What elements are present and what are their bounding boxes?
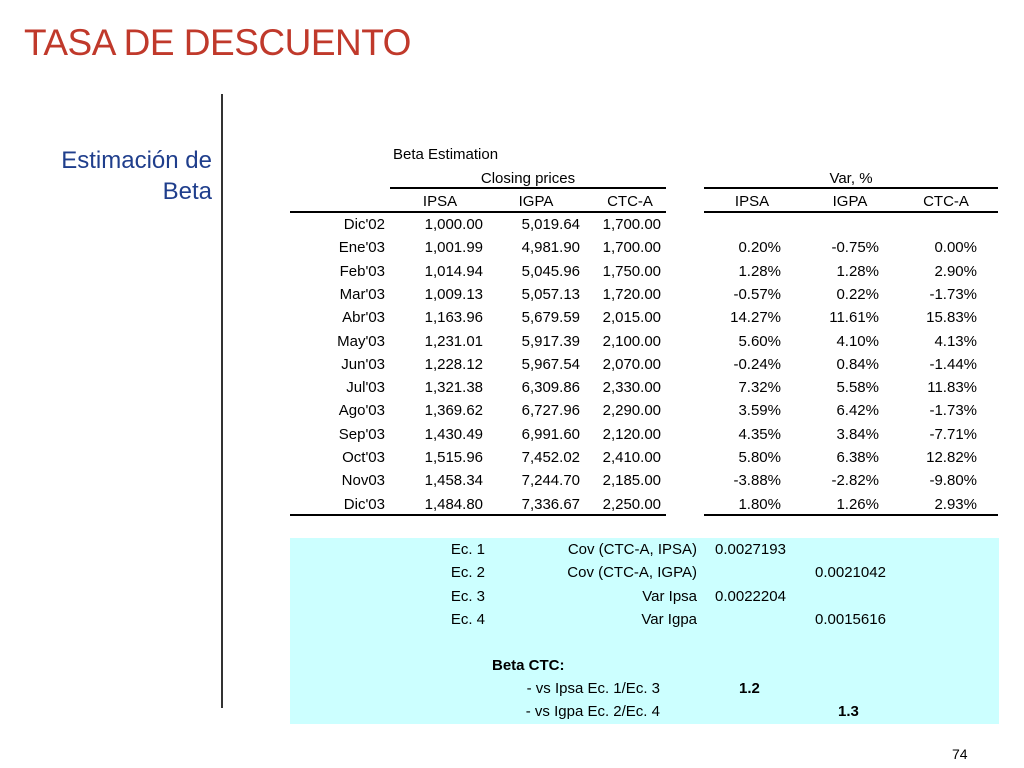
col-header-igpa: IGPA <box>518 193 554 210</box>
cell-date: Feb'03 <box>339 262 385 280</box>
cell-date: Jul'03 <box>346 379 385 397</box>
beta-row-value: 1.2 <box>739 680 760 697</box>
col-header-ctc: CTC-A <box>607 193 653 210</box>
col-header-ipsa: IPSA <box>422 193 458 210</box>
cell-ipsa: 1,000.00 <box>424 216 483 233</box>
equation-value-ipsa: 0.0022204 <box>715 587 786 605</box>
cell-var-ipsa: 7.32% <box>738 379 781 397</box>
equation-label: Ec. 2 <box>450 564 485 582</box>
cell-ipsa: 1,484.80 <box>424 495 483 513</box>
equation-label: Ec. 3 <box>450 587 485 605</box>
cell-var-ipsa: -3.88% <box>733 472 781 490</box>
cell-var-ipsa: 3.59% <box>738 402 781 420</box>
beta-row-value: 1.3 <box>838 703 859 721</box>
cell-igpa: 7,244.70 <box>521 472 580 490</box>
cell-ctc: 1,700.00 <box>602 239 661 257</box>
cell-date: Sep'03 <box>338 425 385 443</box>
cell-var-igpa: 0.84% <box>836 355 879 373</box>
summary-panel <box>290 538 999 724</box>
cell-var-ipsa: 5.60% <box>738 332 781 350</box>
cell-date: Oct'03 <box>342 449 385 466</box>
equation-value-ipsa: 0.0027193 <box>715 541 786 558</box>
cell-var-igpa: 4.10% <box>836 332 879 350</box>
var-percent-header: Var, % <box>829 170 873 187</box>
cell-ctc: 1,700.00 <box>602 216 661 233</box>
cell-var-igpa: 0.22% <box>836 285 879 303</box>
equation-value-igpa: 0.0021042 <box>815 564 886 582</box>
cell-ctc: 1,720.00 <box>602 285 661 303</box>
cell-ctc: 2,330.00 <box>602 379 661 397</box>
cell-var-igpa: -2.82% <box>831 472 879 490</box>
equation-description: Cov (CTC-A, IGPA) <box>567 564 697 582</box>
cell-var-ipsa: -0.57% <box>733 285 781 303</box>
beta-label: Beta CTC: <box>492 657 565 674</box>
cell-ctc: 2,185.00 <box>602 472 661 490</box>
cell-var-ctc: 2.93% <box>934 495 977 513</box>
side-label-line-1: Estimación de <box>61 147 212 174</box>
cell-date: Dic'02 <box>343 216 385 233</box>
cell-var-ctc: 12.82% <box>926 449 977 466</box>
cell-var-ctc: -1.44% <box>929 355 977 373</box>
cell-igpa: 4,981.90 <box>521 239 580 257</box>
cell-date: Ene'03 <box>338 239 385 257</box>
cell-var-igpa: 1.26% <box>836 495 879 513</box>
closing-prices-header: Closing prices <box>480 170 576 187</box>
cell-date: Dic'03 <box>343 495 385 513</box>
cell-igpa: 7,336.67 <box>521 495 580 513</box>
cell-ipsa: 1,321.38 <box>424 379 483 397</box>
cell-ctc: 2,100.00 <box>602 332 661 350</box>
cell-igpa: 5,917.39 <box>521 332 580 350</box>
cell-igpa: 5,679.59 <box>521 309 580 327</box>
beta-row-label: - vs Igpa Ec. 2/Ec. 4 <box>525 703 660 721</box>
vertical-divider <box>221 94 223 708</box>
cell-ipsa: 1,009.13 <box>424 285 483 303</box>
cell-igpa: 5,019.64 <box>521 216 580 233</box>
cell-var-ctc: -7.71% <box>929 425 977 443</box>
cell-ctc: 2,290.00 <box>602 402 661 420</box>
cell-var-igpa: 6.42% <box>836 402 879 420</box>
cell-ctc: 2,410.00 <box>602 449 661 466</box>
cell-ipsa: 1,458.34 <box>424 472 483 490</box>
cell-var-igpa: 11.61% <box>829 309 879 327</box>
cell-ipsa: 1,515.96 <box>424 449 483 466</box>
header-rule-left <box>290 211 666 213</box>
cell-var-igpa: 1.28% <box>836 262 879 280</box>
header-rule-right <box>704 211 998 213</box>
equation-description: Cov (CTC-A, IPSA) <box>567 541 697 558</box>
var-header-ctc: CTC-A <box>923 193 969 210</box>
equation-description: Var Igpa <box>641 610 697 628</box>
cell-ipsa: 1,001.99 <box>424 239 483 257</box>
var-header-igpa: IGPA <box>832 193 868 210</box>
cell-var-igpa: -0.75% <box>831 239 879 257</box>
beta-row-label: - vs Ipsa Ec. 1/Ec. 3 <box>526 680 660 697</box>
cell-var-ctc: 4.13% <box>934 332 977 350</box>
cell-var-ctc: 11.83% <box>927 379 977 397</box>
cell-igpa: 5,967.54 <box>521 355 580 373</box>
closing-prices-rule <box>390 187 666 189</box>
bottom-rule-right <box>704 514 998 516</box>
cell-ipsa: 1,228.12 <box>424 355 483 373</box>
cell-var-ipsa: 1.80% <box>738 495 781 513</box>
cell-var-ctc: 0.00% <box>934 239 977 257</box>
cell-ctc: 2,070.00 <box>602 355 661 373</box>
cell-ipsa: 1,369.62 <box>424 402 483 420</box>
cell-igpa: 7,452.02 <box>521 449 580 466</box>
cell-igpa: 6,727.96 <box>521 402 580 420</box>
side-label-line-2: Beta <box>162 178 212 205</box>
cell-var-ctc: 2.90% <box>934 262 977 280</box>
cell-var-ipsa: -0.24% <box>733 355 781 373</box>
cell-date: Nov03 <box>341 472 385 490</box>
cell-igpa: 5,057.13 <box>521 285 580 303</box>
bottom-rule-left <box>290 514 666 516</box>
page-number: 74 <box>952 746 968 762</box>
cell-var-ipsa: 0.20% <box>738 239 781 257</box>
side-label <box>12 145 212 207</box>
cell-var-ctc: -1.73% <box>929 285 977 303</box>
equation-label: Ec. 1 <box>450 541 485 558</box>
equation-label: Ec. 4 <box>450 610 485 628</box>
cell-ctc: 2,120.00 <box>602 425 661 443</box>
cell-ipsa: 1,430.49 <box>424 425 483 443</box>
cell-var-ctc: -9.80% <box>929 472 977 490</box>
cell-var-ctc: 15.83% <box>926 309 977 327</box>
cell-var-ctc: -1.73% <box>929 402 977 420</box>
table-caption: Beta Estimation <box>393 146 499 163</box>
cell-date: Ago'03 <box>338 402 385 420</box>
cell-ipsa: 1,163.96 <box>424 309 483 327</box>
var-percent-rule <box>704 187 998 189</box>
cell-date: May'03 <box>337 332 385 350</box>
equation-description: Var Ipsa <box>642 587 697 605</box>
cell-var-ipsa: 4.35% <box>738 425 781 443</box>
slide-title: TASA DE DESCUENTO <box>24 22 411 63</box>
cell-ctc: 2,250.00 <box>602 495 661 513</box>
cell-var-ipsa: 1.28% <box>738 262 781 280</box>
cell-date: Jun'03 <box>341 355 385 373</box>
cell-date: Mar'03 <box>339 285 385 303</box>
cell-igpa: 6,309.86 <box>521 379 580 397</box>
equation-value-igpa: 0.0015616 <box>815 610 886 628</box>
cell-var-ipsa: 5.80% <box>738 449 781 466</box>
cell-var-ipsa: 14.27% <box>730 309 781 327</box>
cell-var-igpa: 6.38% <box>836 449 879 466</box>
var-header-ipsa: IPSA <box>734 193 770 210</box>
cell-igpa: 6,991.60 <box>521 425 580 443</box>
cell-ipsa: 1,231.01 <box>424 332 483 350</box>
cell-igpa: 5,045.96 <box>521 262 580 280</box>
cell-ctc: 1,750.00 <box>602 262 661 280</box>
cell-ctc: 2,015.00 <box>602 309 661 327</box>
cell-ipsa: 1,014.94 <box>424 262 483 280</box>
cell-date: Abr'03 <box>342 309 385 327</box>
cell-var-igpa: 5.58% <box>836 379 879 397</box>
cell-var-igpa: 3.84% <box>836 425 879 443</box>
